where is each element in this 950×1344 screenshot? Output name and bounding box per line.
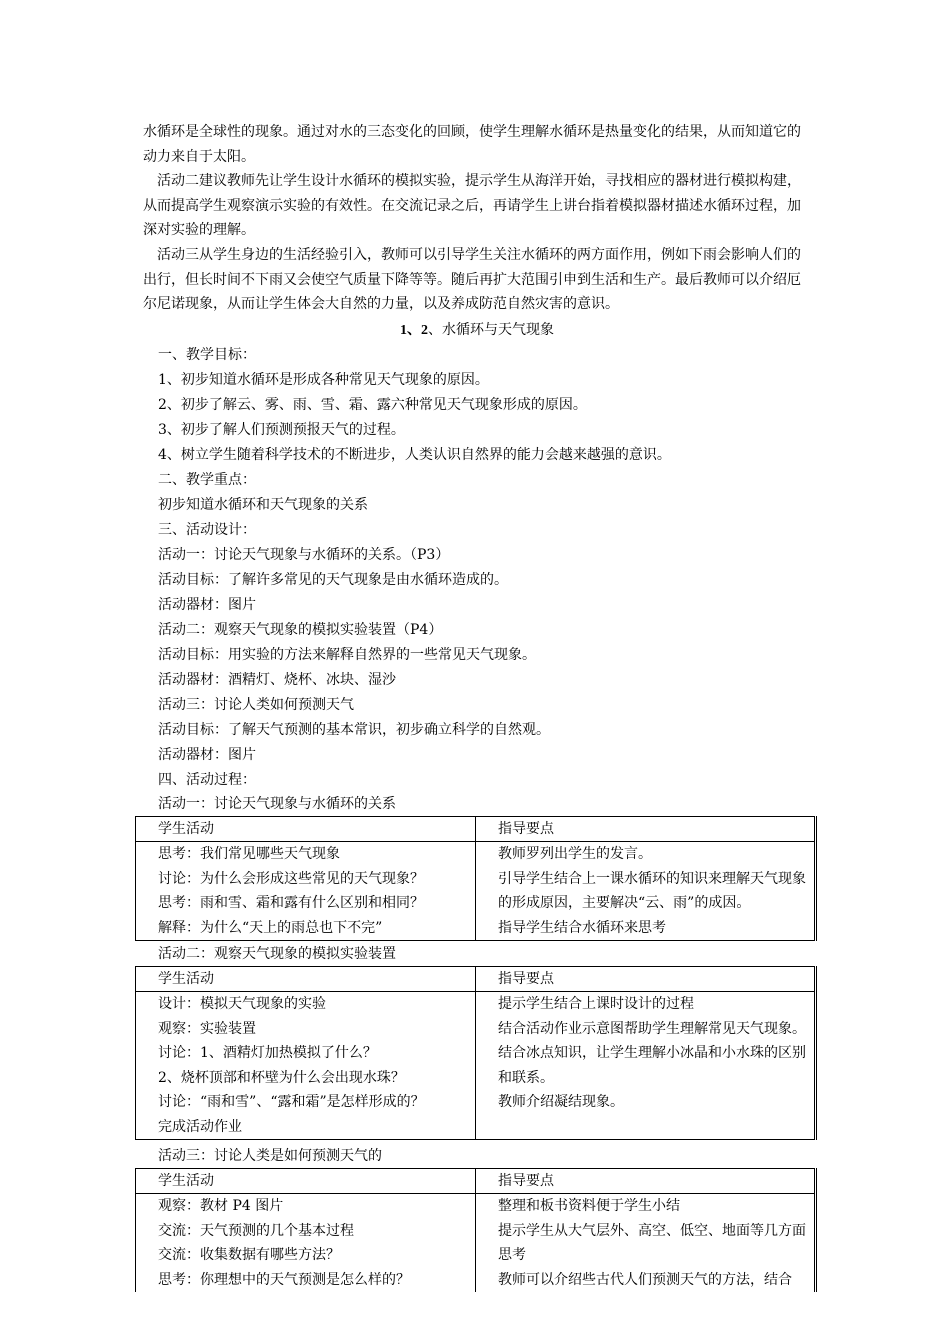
column-header-guidance: 指导要点 (476, 1169, 816, 1194)
outline-line: 3、初步了解人们预测预报天气的过程。 (158, 422, 405, 438)
guidance-line: 提示学生结合上课时设计的过程 (498, 996, 694, 1012)
student-activity-line: 设计：模拟天气现象的实验 (158, 996, 326, 1012)
student-activity-line: 完成活动作业 (158, 1118, 242, 1135)
guidance-line: 教师可以介绍些古代人们预测天气的方法，结合 (498, 1271, 792, 1288)
outline-line: 活动器材：图片 (158, 597, 256, 613)
student-activity-line: 思考：雨和雪、霜和露有什么区别和相同？ (158, 895, 424, 911)
student-activity-cell (136, 842, 476, 941)
student-activity-cell (136, 1194, 476, 1293)
outline-line: 活动二：观察天气现象的模拟实验装置（P4） (158, 622, 443, 638)
outline-line: 一、教学目标： (158, 347, 256, 363)
column-header-student: 学生活动 (136, 817, 476, 842)
activity-table-2 (135, 966, 817, 1140)
column-header-guidance: 指导要点 (476, 967, 816, 992)
guidance-line: 引导学生结合上一课水循环的知识来理解天气现象的形成原因，主要解决“云、雨”的成因。 (498, 870, 806, 911)
student-activity-line: 讨论：“雨和雪”、“露和霜”是怎样形成的？ (158, 1094, 425, 1110)
section-title (143, 318, 811, 343)
outline-line: 4、树立学生随着科学技术的不断进步，人类认识自然界的能力会越来越强的意识。 (158, 447, 671, 463)
table-caption-3: 活动三：讨论人类是如何预测天气的 (158, 1148, 382, 1164)
activity-table-1 (135, 816, 817, 941)
outline-line: 活动目标：了解许多常见的天气现象是由水循环造成的。 (158, 572, 508, 588)
student-activity-line: 2、烧杯顶部和杯壁为什么会出现水珠？ (158, 1069, 405, 1086)
student-activity-line: 思考：我们常见哪些天气现象 (158, 846, 340, 862)
guidance-line: 指导学生结合水循环来思考 (498, 919, 666, 936)
student-activity-line: 交流：天气预测的几个基本过程 (158, 1222, 354, 1239)
guidance-cell (476, 1194, 816, 1293)
guidance-line: 结合活动作业示意图帮助学生理解常见天气现象。 (498, 1020, 806, 1037)
guidance-line: 结合冰点知识，让学生理解小冰晶和小水珠的区别和联系。 (498, 1045, 806, 1086)
intro-paragraph-2: 活动二建议教师先让学生设计水循环的模拟实验，提示学生从海洋开始，寻找相应的器材进行模拟构建，从而提高学生观察演示实验的有效性。在交流记录之后，再请学生上讲台指着模拟器材描述水循环过程，加深对实验的理解。 (143, 173, 801, 238)
outline-line: 1、初步知道水循环是形成各种常见天气现象的原因。 (158, 372, 489, 388)
table-row (136, 842, 816, 941)
table-header-row (136, 817, 816, 842)
student-activity-line: 讨论：为什么会形成这些常见的天气现象？ (158, 870, 424, 887)
outline-line: 活动目标：用实验的方法来解释自然界的一些常见天气现象。 (158, 647, 536, 663)
guidance-line: 整理和板书资料便于学生小结 (498, 1198, 680, 1214)
student-activity-line: 观察：实验装置 (158, 1020, 256, 1037)
outline-line: 活动三：讨论人类如何预测天气 (158, 697, 354, 713)
section-number: 1、2 (400, 323, 428, 338)
intro-paragraph-3: 活动三从学生身边的生活经验引入，教师可以引导学生关注水循环的两方面作用，例如下雨会影响人们的出行，但长时间不下雨又会使空气质量下降等等。随后再扩大范围引申到生活和生产。最后教师可以介绍厄尔尼诺现象，从而让学生体会大自然的力量，以及养成防范自然灾害的意识。 (143, 247, 801, 312)
student-activity-line: 思考：你理想中的天气预测是怎么样的？ (158, 1271, 410, 1288)
student-activity-cell (136, 992, 476, 1140)
column-header-guidance: 指导要点 (476, 817, 816, 842)
table-caption-2: 活动二：观察天气现象的模拟实验装置 (158, 946, 396, 962)
table-caption-1: 活动一：讨论天气现象与水循环的关系 (158, 796, 396, 812)
outline-line: 活动目标：了解天气预测的基本常识，初步确立科学的自然观。 (158, 722, 550, 738)
guidance-line: 教师介绍凝结现象。 (498, 1094, 624, 1110)
guidance-line: 提示学生从大气层外、高空、低空、地面等几方面思考 (498, 1222, 806, 1263)
outline-line: 2、初步了解云、雾、雨、雪、霜、露六种常见天气现象形成的原因。 (158, 397, 587, 413)
student-activity-line: 交流：收集数据有哪些方法？ (158, 1247, 340, 1263)
table-row (136, 1194, 816, 1293)
column-header-student: 学生活动 (136, 1169, 476, 1194)
outline-line: 四、活动过程： (158, 772, 256, 788)
section-title-text: 、水循环与天气现象 (428, 322, 554, 338)
outline-line: 活动一：讨论天气现象与水循环的关系。（P3） (158, 547, 450, 563)
guidance-cell (476, 992, 816, 1140)
guidance-cell (476, 842, 816, 941)
student-activity-line: 解释：为什么“天上的雨总也下不完” (158, 919, 383, 936)
outline-line: 活动器材：图片 (158, 747, 256, 763)
activity-table-3 (135, 1168, 817, 1292)
outline-line: 二、教学重点： (158, 472, 256, 488)
table-header-row (136, 1169, 816, 1194)
table-header-row (136, 967, 816, 992)
student-activity-line: 讨论：1、酒精灯加热模拟了什么？ (158, 1045, 377, 1061)
outline-line: 活动器材：酒精灯、烧杯、冰块、湿沙 (158, 672, 396, 688)
guidance-line: 教师罗列出学生的发言。 (498, 846, 652, 862)
outline-line: 初步知道水循环和天气现象的关系 (158, 497, 368, 513)
outline-line: 三、活动设计： (158, 522, 256, 538)
student-activity-line: 观察：教材 P4 图片 (158, 1198, 284, 1214)
column-header-student: 学生活动 (136, 967, 476, 992)
intro-paragraph-1: 水循环是全球性的现象。通过对水的三态变化的回顾，使学生理解水循环是热量变化的结果，从而知道它的动力来自于太阳。 (143, 124, 801, 165)
table-row (136, 992, 816, 1140)
